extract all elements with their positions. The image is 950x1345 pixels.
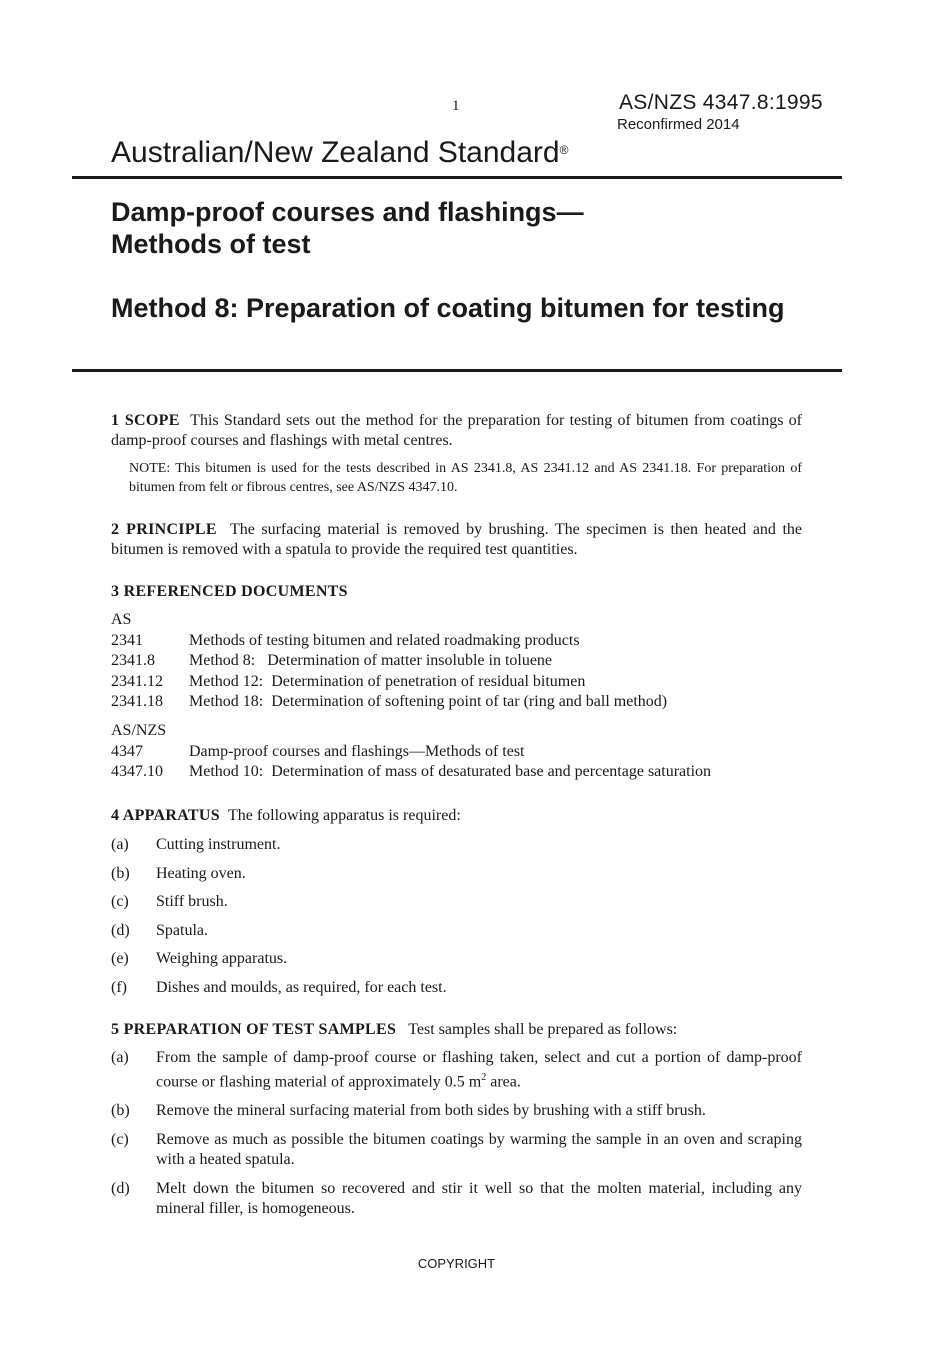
list-text: Stiff brush. [156, 893, 228, 911]
list-text: Dishes and moulds, as required, for each test. [156, 978, 447, 996]
list-marker: (a) [111, 836, 129, 853]
title-line-2: Methods of test [111, 229, 311, 259]
list-text: Melt down the bitumen so recovered and stir it well so that the molten material, including any mineral filler, is homogeneous. [156, 1180, 802, 1218]
list-text: Cutting instrument. [156, 836, 281, 853]
list-marker: (c) [111, 1131, 129, 1149]
list-marker: (d) [111, 921, 130, 939]
list-marker: (a) [111, 1049, 129, 1066]
reference-row [111, 651, 667, 672]
reference-row [111, 742, 711, 763]
reference-row [111, 692, 667, 713]
standard-number: AS/NZS 4347.8:1995 [619, 91, 823, 114]
list-text: Spatula. [156, 921, 208, 939]
page-number: 1 [452, 98, 460, 114]
superscript: 2 [481, 1072, 487, 1083]
reference-group-label: AS/NZS [111, 722, 167, 739]
preparation-list [111, 1048, 802, 1219]
reference-title: Method 8: Determination of matter insoluble in toluene [189, 652, 553, 669]
list-marker: (b) [111, 1102, 130, 1120]
reconfirmed-label: Reconfirmed 2014 [617, 116, 740, 133]
list-marker: (d) [111, 1180, 130, 1198]
reference-row [111, 762, 711, 783]
section-apparatus [111, 806, 802, 826]
list-item [111, 892, 802, 912]
series-title [111, 136, 568, 170]
list-marker: (b) [111, 864, 130, 882]
reference-group-as [111, 610, 667, 713]
apparatus-list [111, 835, 802, 998]
list-item [111, 921, 802, 941]
bottom-rule [72, 369, 842, 372]
section-heading: 5 PREPARATION OF TEST SAMPLES [111, 1021, 397, 1038]
section-heading: 3 REFERENCED DOCUMENTS [111, 583, 348, 600]
copyright-footer: COPYRIGHT [417, 1256, 496, 1271]
list-item [111, 949, 802, 969]
method-title: Method 8: Preparation of coating bitumen for testing [111, 293, 785, 323]
list-marker: (c) [111, 893, 129, 911]
list-text-suffix: area. [486, 1073, 521, 1091]
section-text: The surfacing material is removed by brushing. The specimen is then heated and the bitumen is removed with a spatula to provide the required test quantities. [111, 521, 803, 558]
section-scope [111, 411, 802, 451]
title-line-1: Damp-proof courses and flashings— [111, 197, 584, 227]
list-text: Weighing apparatus. [156, 950, 288, 968]
series-title-text: Australian/New Zealand Standard [111, 136, 560, 169]
list-item [111, 1101, 802, 1121]
list-text [156, 1048, 802, 1092]
top-rule [72, 176, 842, 179]
reference-title: Damp-proof courses and flashings—Methods of test [189, 742, 525, 760]
list-marker: (e) [111, 950, 129, 968]
reference-title: Method 12: Determination of penetration of residual bitumen [189, 672, 586, 690]
document-title [111, 196, 584, 260]
section-heading: 1 SCOPE [111, 412, 180, 429]
list-marker: (f) [111, 978, 127, 996]
reference-title: Method 10: Determination of mass of desaturated base and percentage saturation [189, 763, 712, 780]
reference-group-asnzs [111, 721, 711, 783]
section-principle [111, 520, 802, 560]
list-item [111, 1048, 802, 1092]
reference-number: 4347 [111, 742, 143, 760]
list-item [111, 864, 802, 884]
reference-number: 2341.8 [111, 652, 155, 669]
list-item [111, 835, 802, 855]
list-item [111, 1130, 802, 1170]
section-text: Test samples shall be prepared as follows: [408, 1021, 678, 1038]
registered-mark: ® [559, 143, 569, 157]
reference-row [111, 631, 667, 652]
section-text: The following apparatus is required: [227, 807, 461, 824]
section-heading: 4 APPARATUS [111, 807, 220, 824]
list-item [111, 978, 802, 998]
reference-number: 2341 [111, 631, 143, 649]
section-preparation [111, 1020, 802, 1040]
list-text: Heating oven. [156, 864, 246, 882]
scope-note: NOTE: This bitumen is used for the tests described in AS 2341.8, AS 2341.12 and AS 2341.18. For preparation of bitumen from felt or fibrous centres, see AS/NZS 4347.10. [129, 461, 802, 495]
list-text-main: From the sample of damp-proof course or flashing taken, select and cut a portion of damp-proof course or flashing material of approximately 0.5 m [156, 1049, 802, 1091]
list-text: Remove as much as possible the bitumen coatings by warming the sample in an oven and scraping with a heated spatula. [156, 1131, 802, 1169]
reference-number: 2341.18 [111, 693, 163, 710]
list-item [111, 1179, 802, 1219]
reference-group-label: AS [111, 611, 132, 628]
reference-row [111, 672, 667, 693]
section-references [111, 582, 802, 602]
section-text: This Standard sets out the method for the preparation for testing of bitumen from coatings of damp-proof courses and flashings with metal centres. [111, 412, 802, 449]
reference-title: Method 18: Determination of softening point of tar (ring and ball method) [189, 693, 668, 710]
reference-number: 4347.10 [111, 763, 163, 780]
section-heading: 2 PRINCIPLE [111, 521, 217, 538]
list-text: Remove the mineral surfacing material from both sides by brushing with a stiff brush. [156, 1102, 706, 1120]
reference-number: 2341.12 [111, 672, 163, 690]
reference-title: Methods of testing bitumen and related roadmaking products [189, 631, 580, 649]
